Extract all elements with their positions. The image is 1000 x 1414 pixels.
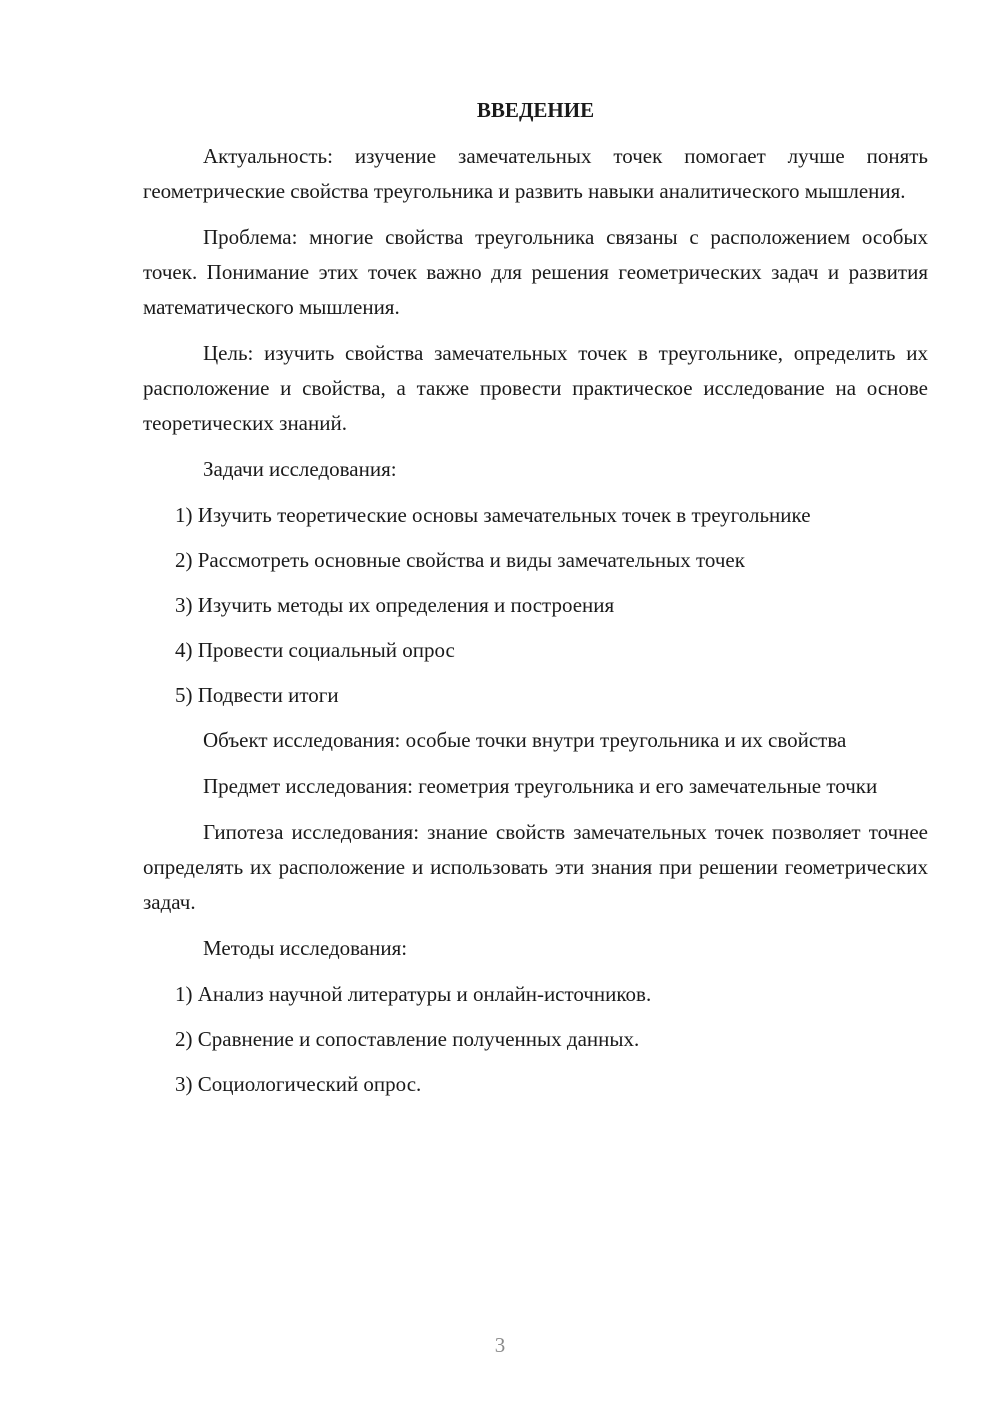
problem-paragraph: Проблема: многие свойства треугольника связаны с расположением особых точек. Понимание этих точек важно для решения геометрических задач и развития математического мышления. (143, 225, 928, 319)
method-item: 1) Анализ научной литературы и онлайн-источников. (175, 982, 652, 1006)
subject-paragraph: Предмет исследования: геометрия треугольника и его замечательные точки (203, 774, 878, 798)
method-item: 2) Сравнение и сопоставление полученных данных. (175, 1027, 640, 1051)
page-content (143, 93, 928, 1112)
relevance-paragraph: Актуальность: изучение замечательных точек помогает лучше понять геометрические свойства треугольника и развить навыки аналитического мышления. (143, 144, 928, 203)
goal-paragraph: Цель: изучить свойства замечательных точек в треугольнике, определить их расположение и свойства, а также провести практическое исследование на основе теоретических знаний. (143, 341, 928, 435)
method-item: 3) Социологический опрос. (175, 1072, 422, 1096)
task-item: 4) Провести социальный опрос (175, 638, 455, 662)
task-item: 1) Изучить теоретические основы замечательных точек в треугольнике (175, 503, 811, 527)
tasks-list (143, 498, 928, 713)
methods-list (143, 977, 928, 1102)
page-number: 3 (494, 1333, 506, 1357)
methods-label: Методы исследования: (203, 936, 408, 960)
tasks-label: Задачи исследования: (203, 457, 397, 481)
task-item: 5) Подвести итоги (175, 683, 339, 707)
section-heading: ВВЕДЕНИЕ (476, 98, 595, 122)
task-item: 3) Изучить методы их определения и построения (175, 593, 615, 617)
hypothesis-paragraph: Гипотеза исследования: знание свойств замечательных точек позволяет точнее определять их расположение и использовать эти знания при решении геометрических задач. (143, 820, 928, 914)
task-item: 2) Рассмотреть основные свойства и виды замечательных точек (175, 548, 745, 572)
object-paragraph: Объект исследования: особые точки внутри треугольника и их свойства (203, 728, 847, 752)
